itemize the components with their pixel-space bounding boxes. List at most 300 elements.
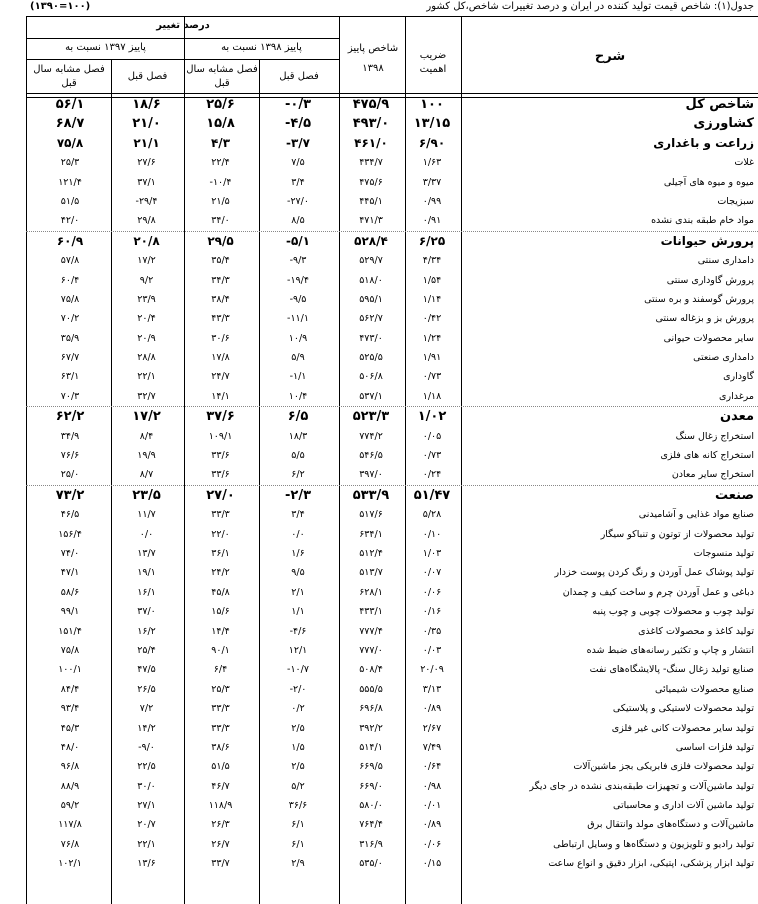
weight-value: ۵۱/۴۷ (413, 487, 451, 503)
table-row (26, 505, 758, 524)
weight-value: ۰/۰۶ (422, 586, 442, 598)
row-label: مرغداری (719, 390, 754, 402)
same-quarter-1397: ۱۱۷/۸ (58, 819, 82, 831)
index-value: ۷۷۴/۲ (359, 430, 383, 442)
prev-quarter-1398: ۶/۵ (287, 409, 309, 425)
same-quarter-1398: ۱۵/۶ (211, 606, 230, 618)
index-value: ۳۱۶/۹ (359, 838, 383, 850)
prev-quarter-1398: ۵/۹ (291, 352, 305, 364)
same-quarter-1398: ۱۷/۸ (211, 352, 230, 364)
prev-quarter-1397: ۱۹/۹ (137, 450, 156, 462)
same-quarter-1398: -۱۰/۴ (209, 176, 232, 188)
same-quarter-1398: ۳۳/۶ (211, 469, 230, 481)
same-quarter-1397: ۴۵/۳ (60, 722, 80, 734)
same-quarter-1398: ۶/۴ (213, 664, 228, 676)
index-value: ۵۰۸/۴ (359, 664, 383, 676)
table-row (26, 367, 758, 386)
row-label: استخراج زغال سنگ (675, 430, 754, 442)
prev-quarter-1398: ۲/۵ (291, 722, 305, 734)
weight-value: ۶/۲۵ (418, 233, 446, 248)
same-quarter-1398: ۳۸/۶ (211, 741, 230, 753)
prev-quarter-1398: -۰/۳ (284, 97, 311, 112)
same-quarter-1398: ۱۰۹/۱ (208, 430, 233, 442)
same-quarter-1398: ۳۶/۱ (211, 547, 230, 559)
same-quarter-1398: ۳۴/۰ (211, 215, 230, 227)
weight-value: ۶/۹۰ (418, 135, 446, 150)
prev-quarter-1398: ۲/۵ (291, 761, 305, 773)
index-value: ۵۲۵/۵ (359, 352, 383, 364)
table-row (26, 815, 758, 834)
row-label: ماشین‌آلات و دستگاه‌های مولد وانتقال برق (587, 819, 754, 831)
index-value: ۵۳۳/۹ (352, 487, 390, 503)
same-quarter-1397: ۲۵/۳ (60, 157, 80, 169)
same-quarter-1398: ۳۳/۳ (211, 509, 230, 521)
prev-quarter-1397: ۱۱/۷ (137, 509, 156, 521)
same-quarter-1398: ۴۶/۷ (211, 780, 230, 792)
same-quarter-1398: ۲۶/۳ (211, 819, 230, 831)
table-row (26, 699, 758, 718)
weight-value: ۱/۵۴ (422, 274, 442, 286)
same-quarter-1398: ۲۱/۵ (211, 195, 230, 207)
same-quarter-1398: ۲۵/۶ (206, 97, 235, 112)
prev-quarter-1397: ۹/۲ (139, 274, 154, 286)
same-quarter-1397: ۶۰/۹ (56, 233, 84, 248)
table-row (26, 719, 758, 738)
prev-quarter-1398: ۰/۰ (291, 528, 305, 540)
row-label: تولید منسوجات (693, 547, 754, 559)
index-value: ۵۳۵/۰ (359, 858, 383, 870)
weight-value: ۰/۲۴ (422, 469, 442, 481)
weight-value: ۱/۶۳ (422, 157, 442, 169)
index-value: ۵۱۲/۴ (359, 547, 383, 559)
index-value: ۶۲۸/۱ (359, 586, 383, 598)
row-label: زراعت و باغداری (653, 135, 754, 150)
prev-quarter-1397: ۲۰/۷ (137, 819, 156, 831)
row-label: میوه و میوه های آجیلی (663, 176, 754, 188)
prev-quarter-1397: ۲۲/۱ (137, 838, 156, 850)
weight-value: ۰/۰۶ (422, 838, 442, 850)
prev-quarter-1397: ۲۲/۱ (137, 371, 156, 383)
header-change: درصد تغییر (156, 20, 210, 31)
prev-quarter-1397: ۲۶/۵ (137, 683, 156, 695)
table-row (26, 348, 758, 367)
same-quarter-1398: ۳۸/۴ (211, 293, 230, 305)
same-quarter-1397: ۷۴/۰ (60, 547, 80, 559)
same-quarter-1398: ۲۶/۷ (211, 838, 230, 850)
prev-quarter-1398: ۱/۵ (291, 741, 305, 753)
prev-quarter-1398: ۳/۴ (291, 176, 305, 188)
same-quarter-1398: ۴۳/۳ (211, 313, 230, 325)
weight-value: ۰/۴۲ (422, 313, 442, 325)
row-label: گاوداری (723, 371, 754, 383)
prev-quarter-1398: ۳۶/۶ (288, 800, 308, 812)
row-label: تولید رادیو و تلویزیون و دستگاه‌ها و وسایل ارتباطی (553, 838, 754, 850)
prev-quarter-1398: ۲/۱ (291, 586, 305, 598)
same-quarter-1397: ۶۳/۱ (60, 371, 80, 383)
weight-value: ۴/۳۴ (422, 255, 442, 267)
prev-quarter-1398: -۴/۵ (284, 116, 311, 132)
table-row (26, 641, 758, 660)
same-quarter-1397: ۴۸/۰ (60, 741, 80, 753)
table-row (26, 329, 758, 348)
table-row (26, 777, 758, 796)
weight-value: ۰/۹۹ (422, 195, 442, 207)
row-label: دامداری صنعتی (693, 352, 754, 364)
row-label: تولید محصولات فلزی فابریکی بجز ماشین‌آلات (573, 761, 754, 773)
prev-quarter-1398: -۴/۶ (289, 625, 307, 637)
prev-quarter-1398: -۲۷/۰ (287, 195, 309, 207)
prev-quarter-1397: ۳۷/۱ (137, 176, 156, 188)
row-label: غلات (734, 157, 754, 169)
table-row (26, 680, 758, 699)
weight-value: ۱۰۰ (420, 97, 444, 112)
row-label: معدن (720, 409, 754, 425)
row-label: تولید ماشین آلات اداری و محاسباتی (613, 800, 754, 812)
prev-quarter-1397: ۱۴/۲ (137, 722, 156, 734)
table-row (26, 446, 758, 465)
row-label: مواد خام طبقه بندی نشده (651, 215, 754, 227)
prev-quarter-1398: ۸/۵ (291, 215, 305, 227)
same-quarter-1397: ۷۳/۲ (55, 487, 85, 503)
prev-quarter-1398: -۱/۱ (289, 371, 307, 383)
same-quarter-1397: ۴۶/۵ (60, 509, 80, 521)
weight-value: ۱/۰۳ (422, 547, 442, 559)
row-label: سایر محصولات حیوانی (663, 332, 754, 344)
prev-quarter-1398: ۱۲/۱ (288, 644, 308, 656)
row-label: انتشار و چاپ و تکثیر رسانه‌های ضبط شده (586, 644, 754, 656)
weight-value: ۱/۰۲ (417, 409, 447, 425)
same-quarter-1397: ۵۶/۱ (55, 97, 85, 112)
table-row (26, 796, 758, 815)
prev-quarter-1397: ۱۶/۱ (137, 586, 156, 598)
prev-quarter-1398: ۲/۹ (291, 858, 305, 870)
row-label: دامداری سنتی (697, 255, 754, 267)
prev-quarter-1398: ۵/۲ (291, 780, 305, 792)
row-label: پرورش گوسفند و بره سنتی (644, 293, 754, 305)
prev-quarter-1398: ۶/۱ (291, 838, 305, 850)
row-label: صنایع محصولات شیمیائی (655, 683, 754, 695)
row-label: پرورش گاوداری سنتی (666, 274, 754, 286)
same-quarter-1398: ۲۹/۵ (207, 233, 234, 248)
index-value: ۷۷۷/۰ (359, 644, 383, 656)
index-value: ۴۹۳/۰ (352, 116, 390, 132)
prev-quarter-1398: ۱۰/۹ (288, 332, 308, 344)
weight-value: ۰/۱۵ (422, 858, 442, 870)
table-row (26, 271, 758, 290)
index-value: ۵۱۳/۷ (359, 567, 383, 579)
index-value: ۴۷۳/۰ (359, 332, 383, 344)
same-quarter-1397: ۶۷/۷ (60, 352, 80, 364)
same-quarter-1398: ۱۱۸/۹ (208, 800, 233, 812)
table-row (26, 192, 758, 211)
table-body (26, 95, 758, 874)
same-quarter-1397: ۶۲/۲ (55, 409, 85, 425)
same-quarter-1398: ۲۷/۰ (206, 487, 235, 503)
weight-value: ۱۳/۱۵ (413, 116, 451, 132)
weight-value: ۰/۹۱ (422, 215, 442, 227)
same-quarter-1398: ۵۱/۵ (211, 761, 230, 773)
header-vs-1398: پاییز ۱۳۹۸ نسبت به (221, 42, 302, 53)
index-value: ۵۶۲/۷ (359, 313, 383, 325)
header-prev-quarter-1398: فصل قبل (279, 71, 319, 82)
same-quarter-1397: ۱۲۱/۴ (58, 176, 82, 188)
table-row (26, 465, 758, 485)
prev-quarter-1397: ۱۷/۲ (132, 409, 161, 425)
prev-quarter-1397: ۲۰/۹ (137, 332, 156, 344)
table-row (26, 173, 758, 192)
table-row (26, 757, 758, 776)
prev-quarter-1397: -۹/۰ (138, 741, 155, 753)
table-row (26, 387, 758, 407)
prev-quarter-1398: ۱/۱ (291, 606, 305, 618)
same-quarter-1397: ۳۴/۹ (60, 430, 80, 442)
weight-value: ۰/۸۹ (422, 819, 442, 831)
same-quarter-1397: ۲۵/۰ (60, 469, 80, 481)
header-index: شاخص پاییز ۱۳۹۸ (347, 43, 399, 74)
same-quarter-1398: ۱۴/۱ (211, 390, 230, 402)
prev-quarter-1397: ۲۳/۵ (132, 487, 161, 503)
prev-quarter-1397: ۴۷/۵ (137, 664, 156, 676)
index-value: ۵۵۵/۵ (359, 683, 383, 695)
row-label: تولید چوب و محصولات چوبی و چوب پنبه (592, 606, 754, 618)
prev-quarter-1398: ۱۰/۴ (288, 390, 308, 402)
index-value: ۵۸۰/۰ (359, 800, 383, 812)
index-value: ۴۳۳/۱ (359, 606, 383, 618)
header-weight: ضریب اهمیت (419, 50, 447, 75)
prev-quarter-1397: ۲۷/۶ (137, 157, 156, 169)
prev-quarter-1397: ۲۹/۸ (137, 215, 156, 227)
weight-value: ۰/۰۵ (422, 430, 442, 442)
index-value: ۶۹۶/۸ (359, 703, 383, 715)
same-quarter-1398: ۲۴/۲ (211, 567, 230, 579)
same-quarter-1398: ۲۲/۰ (211, 528, 230, 540)
table-row (26, 95, 758, 114)
same-quarter-1397: ۷۰/۲ (60, 313, 80, 325)
prev-quarter-1397: ۱۷/۲ (137, 255, 156, 267)
same-quarter-1398: ۳۰/۶ (211, 332, 230, 344)
prev-quarter-1398: ۱/۶ (291, 547, 305, 559)
row-label: شاخص کل (685, 97, 754, 112)
same-quarter-1397: ۴۲/۰ (60, 215, 80, 227)
same-quarter-1397: ۷۵/۸ (56, 135, 84, 150)
weight-value: ۱/۹۱ (422, 352, 442, 364)
row-label: پرورش بز و بزغاله سنتی (655, 313, 754, 325)
table-row (26, 290, 758, 309)
row-label: کشاورزی (693, 116, 754, 132)
weight-value: ۰/۰۷ (422, 567, 442, 579)
weight-value: ۰/۶۴ (422, 761, 442, 773)
prev-quarter-1397: ۲۰/۸ (133, 233, 160, 248)
prev-quarter-1397: ۱۶/۲ (137, 625, 156, 637)
same-quarter-1397: ۵۷/۸ (60, 255, 80, 267)
prev-quarter-1397: ۷/۲ (139, 703, 154, 715)
prev-quarter-1397: ۱۳/۷ (137, 547, 156, 559)
weight-value: ۵/۲۸ (422, 509, 442, 521)
same-quarter-1398: ۳۳/۳ (211, 722, 230, 734)
same-quarter-1398: ۲۲/۴ (211, 157, 230, 169)
index-value: ۶۳۴/۱ (359, 528, 383, 540)
same-quarter-1398: ۲۵/۳ (211, 683, 230, 695)
prev-quarter-1398: -۹/۵ (289, 293, 307, 305)
same-quarter-1397: ۶۸/۷ (55, 116, 85, 132)
weight-value: ۰/۱۰ (422, 528, 442, 540)
index-value: ۴۳۴/۷ (359, 157, 383, 169)
index-value: ۵۲۳/۳ (352, 409, 390, 425)
table-row (26, 738, 758, 757)
same-quarter-1398: ۱۵/۸ (206, 116, 235, 132)
table-title: جدول(۱): شاخص قیمت تولید کننده در ایران و درصد تغییرات شاخص،کل کشور (426, 1, 754, 12)
prev-quarter-1398: -۱۹/۴ (287, 274, 309, 286)
same-quarter-1398: ۳۵/۴ (211, 255, 230, 267)
row-label: صنایع تولید زغال سنگ- پالایشگاه‌های نفت (589, 664, 754, 676)
same-quarter-1397: ۷۶/۶ (60, 450, 80, 462)
same-quarter-1397: ۵۱/۵ (60, 195, 80, 207)
index-value: ۵۰۶/۸ (359, 371, 383, 383)
same-quarter-1397: ۴۷/۱ (60, 567, 80, 579)
index-value: ۴۴۵/۱ (359, 195, 383, 207)
header-vs-1397: پاییز ۱۳۹۷ نسبت به (65, 42, 146, 53)
same-quarter-1398: ۲۴/۷ (211, 371, 230, 383)
row-label: تولید محصولات لاستیکی و پلاستیکی (612, 703, 754, 715)
table-row (26, 525, 758, 544)
same-quarter-1397: ۵۹/۲ (60, 800, 80, 812)
weight-value: ۰/۰۳ (422, 644, 442, 656)
table-row (26, 251, 758, 270)
same-quarter-1397: ۱۵۶/۴ (58, 528, 82, 540)
table-caption (0, 0, 758, 14)
table-row (26, 602, 758, 621)
prev-quarter-1398: ۵/۵ (291, 450, 305, 462)
index-value: ۵۳۷/۱ (359, 390, 383, 402)
index-value: ۷۶۴/۴ (359, 819, 383, 831)
index-value: ۵۱۴/۱ (359, 741, 383, 753)
prev-quarter-1398: ۶/۱ (291, 819, 305, 831)
prev-quarter-1397: ۲۲/۵ (137, 761, 156, 773)
header-prev-quarter-1397: فصل قبل (127, 71, 168, 82)
prev-quarter-1398: -۵/۱ (285, 233, 310, 248)
weight-value: ۱/۱۴ (422, 293, 442, 305)
same-quarter-1398: ۴۵/۸ (211, 586, 230, 598)
row-label: تولید ماشین‌آلات و تجهیزات طبقه‌بندی نشده در جای دیگر (529, 780, 754, 792)
prev-quarter-1398: ۹/۵ (291, 567, 305, 579)
prev-quarter-1397: ۲۱/۰ (132, 116, 161, 132)
index-value: ۳۹۲/۲ (359, 722, 383, 734)
weight-value: ۲/۶۷ (422, 722, 442, 734)
prev-quarter-1397: ۲۵/۴ (137, 644, 156, 656)
index-value: ۶۶۹/۵ (359, 761, 383, 773)
prev-quarter-1397: ۱۹/۱ (137, 567, 156, 579)
index-value: ۷۷۷/۴ (359, 625, 383, 637)
row-label: دباغی و عمل آوردن چرم و ساخت کیف و چمدان (562, 586, 754, 598)
prev-quarter-1397: ۲۰/۴ (137, 313, 156, 325)
same-quarter-1397: ۹۳/۴ (60, 703, 80, 715)
index-value: ۵۱۷/۶ (359, 509, 383, 521)
prev-quarter-1398: ۶/۲ (291, 469, 305, 481)
weight-value: ۰/۷۳ (422, 371, 442, 383)
same-quarter-1398: ۳۳/۷ (211, 858, 230, 870)
table-row (26, 232, 758, 251)
prev-quarter-1397: -۲۹/۴ (135, 195, 158, 207)
weight-value: ۰/۳۵ (422, 625, 442, 637)
table-row (26, 563, 758, 582)
prev-quarter-1398: ۰/۲ (291, 703, 305, 715)
same-quarter-1397: ۸۴/۴ (60, 683, 80, 695)
table-row (26, 134, 758, 153)
header-same-quarter-1398: فصل مشابه سال قبل (186, 64, 258, 89)
prev-quarter-1397: ۳۲/۷ (137, 390, 156, 402)
table-row (26, 211, 758, 231)
header-description: شرح (594, 49, 626, 64)
same-quarter-1397: ۸۸/۹ (60, 780, 80, 792)
table-row (26, 114, 758, 133)
same-quarter-1397: ۳۵/۹ (60, 332, 80, 344)
row-label: صنایع مواد غذایی و آشامیدنی (638, 509, 754, 521)
same-quarter-1397: ۷۵/۸ (60, 644, 80, 656)
prev-quarter-1397: ۱۳/۶ (137, 858, 156, 870)
weight-value: ۱/۲۴ (422, 332, 442, 344)
prev-quarter-1398: -۳/۷ (285, 135, 310, 150)
same-quarter-1397: ۵۸/۶ (60, 586, 80, 598)
prev-quarter-1397: ۰/۰ (139, 528, 154, 540)
index-value: ۴۷۵/۶ (359, 176, 383, 188)
index-value: ۶۶۹/۰ (359, 780, 383, 792)
base-year: (۱۳۹۰=۱۰۰) (30, 1, 91, 12)
table-row (26, 622, 758, 641)
same-quarter-1398: ۱۴/۴ (211, 625, 230, 637)
weight-value: ۰/۸۹ (422, 703, 442, 715)
row-label: استخراج کانه های فلزی (660, 450, 754, 462)
same-quarter-1397: ۷۶/۸ (60, 838, 80, 850)
weight-value: ۰/۱۶ (422, 606, 442, 618)
index-value: ۵۲۹/۷ (359, 255, 383, 267)
same-quarter-1397: ۱۰۰/۱ (58, 664, 82, 676)
prev-quarter-1397: ۱۸/۶ (132, 97, 161, 112)
index-value: ۵۱۸/۰ (359, 274, 383, 286)
weight-value: ۷/۴۹ (422, 741, 442, 753)
prev-quarter-1397: ۸/۷ (139, 469, 154, 481)
same-quarter-1398: ۳۳/۶ (211, 450, 230, 462)
weight-value: ۱/۱۸ (422, 390, 442, 402)
prev-quarter-1397: ۲۱/۱ (133, 135, 160, 150)
same-quarter-1397: ۹۹/۱ (60, 606, 80, 618)
row-label: تولید ابزار پزشکی، اپتیکی، ابزار دقیق و انواع ساعت (548, 858, 754, 870)
prev-quarter-1398: ۳/۴ (291, 509, 305, 521)
table-row (26, 153, 758, 172)
weight-value: ۳/۱۳ (422, 683, 442, 695)
same-quarter-1397: ۷۰/۳ (60, 390, 80, 402)
table-row (26, 407, 758, 426)
row-label: تولید کاغذ و محصولات کاغذی (638, 625, 754, 637)
header-same-quarter-1397: فصل مشابه سال قبل (33, 64, 105, 89)
weight-value: ۳/۳۷ (422, 176, 442, 188)
prev-quarter-1397: ۲۸/۸ (137, 352, 156, 364)
row-label: صنعت (715, 487, 754, 503)
table-row (26, 660, 758, 679)
table-row (26, 854, 758, 873)
prev-quarter-1398: ۷/۵ (291, 157, 305, 169)
row-label: استخراج سایر معادن (671, 469, 754, 481)
index-value: ۴۷۱/۳ (359, 215, 383, 227)
table-row (26, 309, 758, 328)
row-label: تولید سایر محصولات کانی غیر فلزی (611, 722, 754, 734)
row-label: تولید پوشاک عمل آوردن و رنگ کردن پوست خزدار (554, 567, 754, 579)
row-label: سبزیجات (717, 195, 754, 207)
same-quarter-1398: ۳۳/۳ (211, 703, 230, 715)
index-value: ۴۶۱/۰ (354, 135, 388, 150)
same-quarter-1398: ۹۰/۱ (211, 644, 230, 656)
table-row (26, 486, 758, 505)
prev-quarter-1397: ۲۷/۱ (137, 800, 156, 812)
